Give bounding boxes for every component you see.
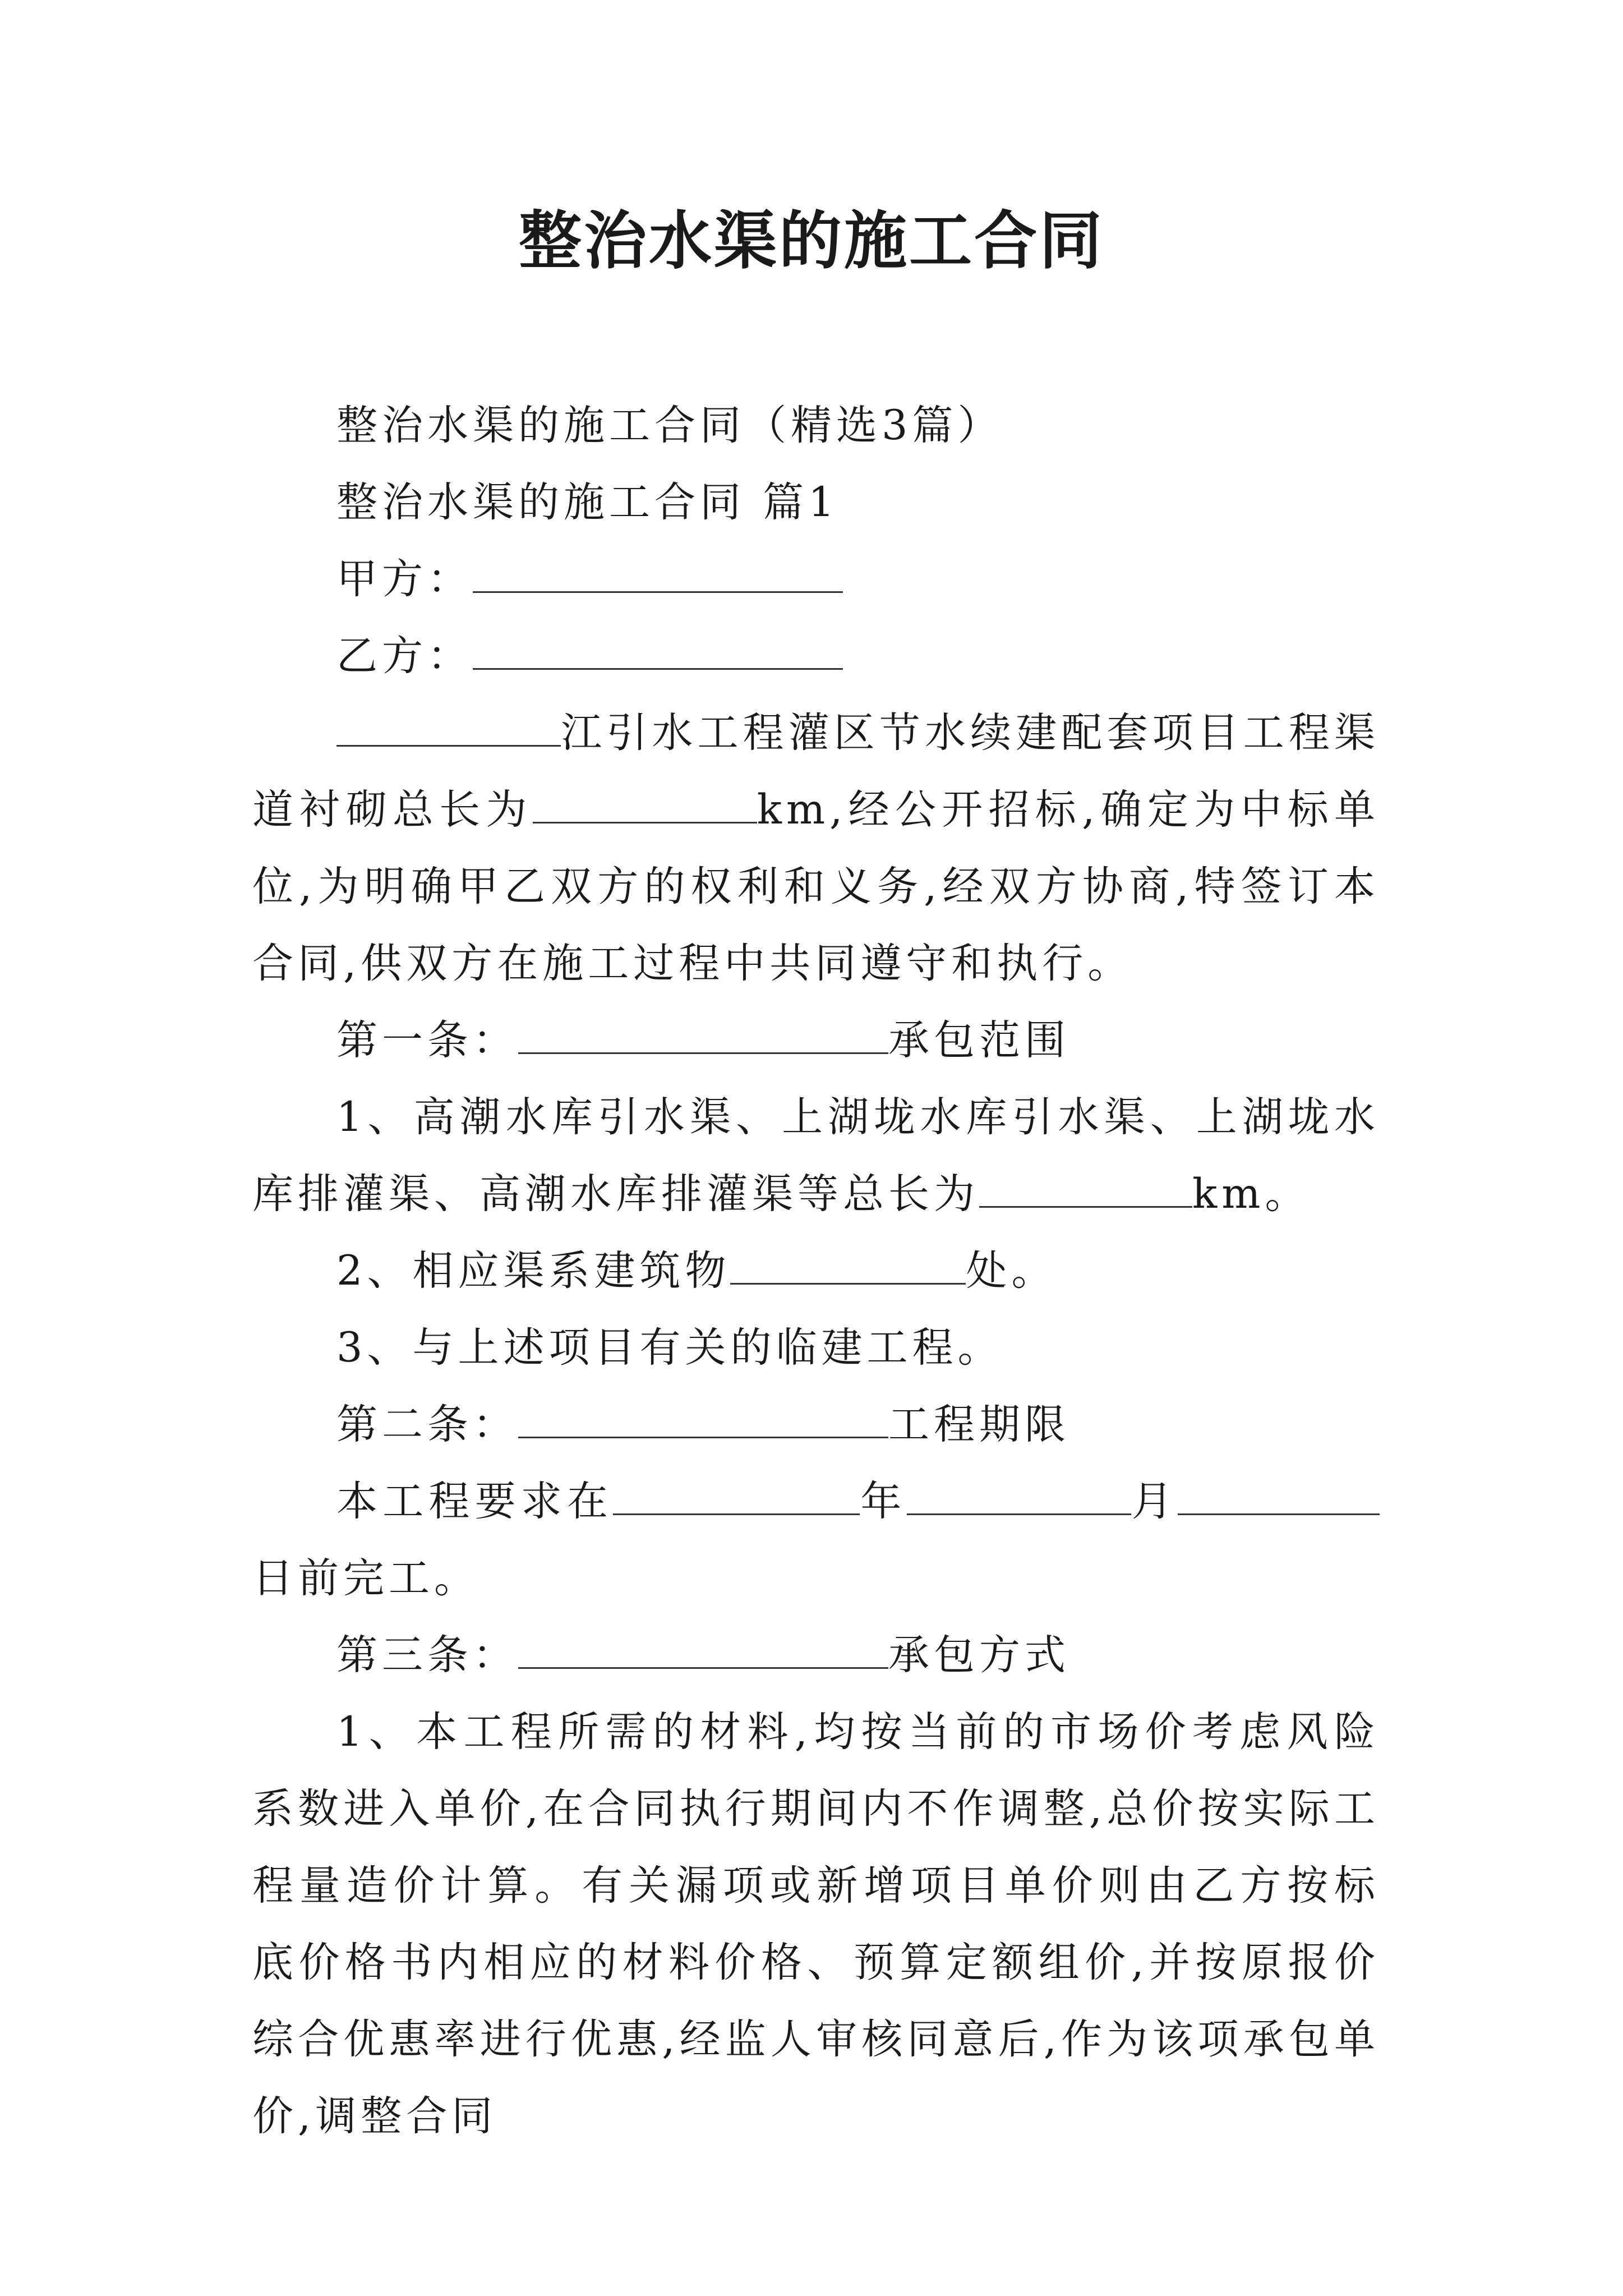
item-1-3-text: 3、与上述项目有关的临建工程。 [336,1324,1003,1372]
chapter-text: 整治水渠的施工合同 篇1 [336,478,839,526]
item-1-1-text-b: km。 [1192,1170,1311,1218]
article-1-title: 承包范围 [888,1016,1070,1064]
deadline-month-label: 月 [1131,1478,1178,1525]
chapter-heading [252,464,1380,541]
deadline-year-blank [613,1479,860,1515]
article-2-heading [252,1386,1380,1463]
article-3-title: 承包方式 [888,1631,1070,1679]
party-b-blank [473,633,843,670]
item-3-1-text: 1、本工程所需的材料,均按当前的市场价考虑风险系数进入单价,在合同执行期间内不作调整,总价按实际工程量造价计算。有关漏项或新增项目单价则由乙方按标底价格书内相应的材料价格、预算定额组价,并按原报价综合优惠率进行优惠,经监人审核同意后,作为该项承包单价,调整合同 [252,1708,1380,2140]
article-1-blank [518,1018,888,1054]
item-3-1 [252,1694,1380,2155]
document-title: 整治水渠的施工合同 [519,204,1104,278]
article-2-blank [518,1402,888,1438]
structure-count-blank [730,1248,966,1285]
party-b-label: 乙方： [336,632,473,680]
intro-text-a: 江引水工程灌区节水续建配套项目工程渠道衬砌总长为 [252,709,1380,834]
canal-length-blank [979,1171,1192,1208]
deadline-day-blank [1178,1479,1380,1515]
party-a-line [252,541,1380,618]
article-3-label: 第三条： [336,1631,518,1679]
item-1-2 [252,1232,1380,1309]
intro-paragraph [252,694,1380,1002]
article-2-title: 工程期限 [888,1401,1070,1448]
article-1-label: 第一条： [336,1016,518,1064]
item-1-1 [252,1079,1380,1232]
subtitle-text: 整治水渠的施工合同（精选3篇） [336,402,1003,449]
deadline-year-label: 年 [860,1478,907,1525]
item-1-2-text-b: 处。 [966,1247,1057,1295]
deadline-paragraph [252,1463,1380,1617]
article-3-heading [252,1617,1380,1694]
item-1-1-text-a: 1、高潮水库引水渠、上湖垅水库引水渠、上湖垅水库排灌渠、高潮水库排灌渠等总长为 [252,1093,1380,1218]
party-a-blank [473,556,843,593]
subtitle-paragraph [252,387,1380,464]
river-name-blank [336,710,561,747]
deadline-text-a: 本工程要求在 [336,1478,614,1525]
deadline-text-b: 日前完工。 [252,1554,479,1602]
item-1-3 [252,1309,1380,1386]
deadline-month-blank [907,1479,1131,1515]
total-length-blank [533,787,757,823]
party-a-label: 甲方： [336,555,473,603]
article-3-blank [518,1632,888,1669]
intro-text-b: km,经公开招标,确定为中标单位,为明确甲乙双方的权利和义务,经双方协商,特签订本合同,供双方在施工过程中共同遵守和执行。 [252,786,1380,987]
document-body [252,387,1380,2155]
article-1-heading [252,1002,1380,1079]
party-b-line [252,618,1380,694]
article-2-label: 第二条： [336,1401,518,1448]
item-1-2-text-a: 2、相应渠系建筑物 [336,1247,731,1295]
